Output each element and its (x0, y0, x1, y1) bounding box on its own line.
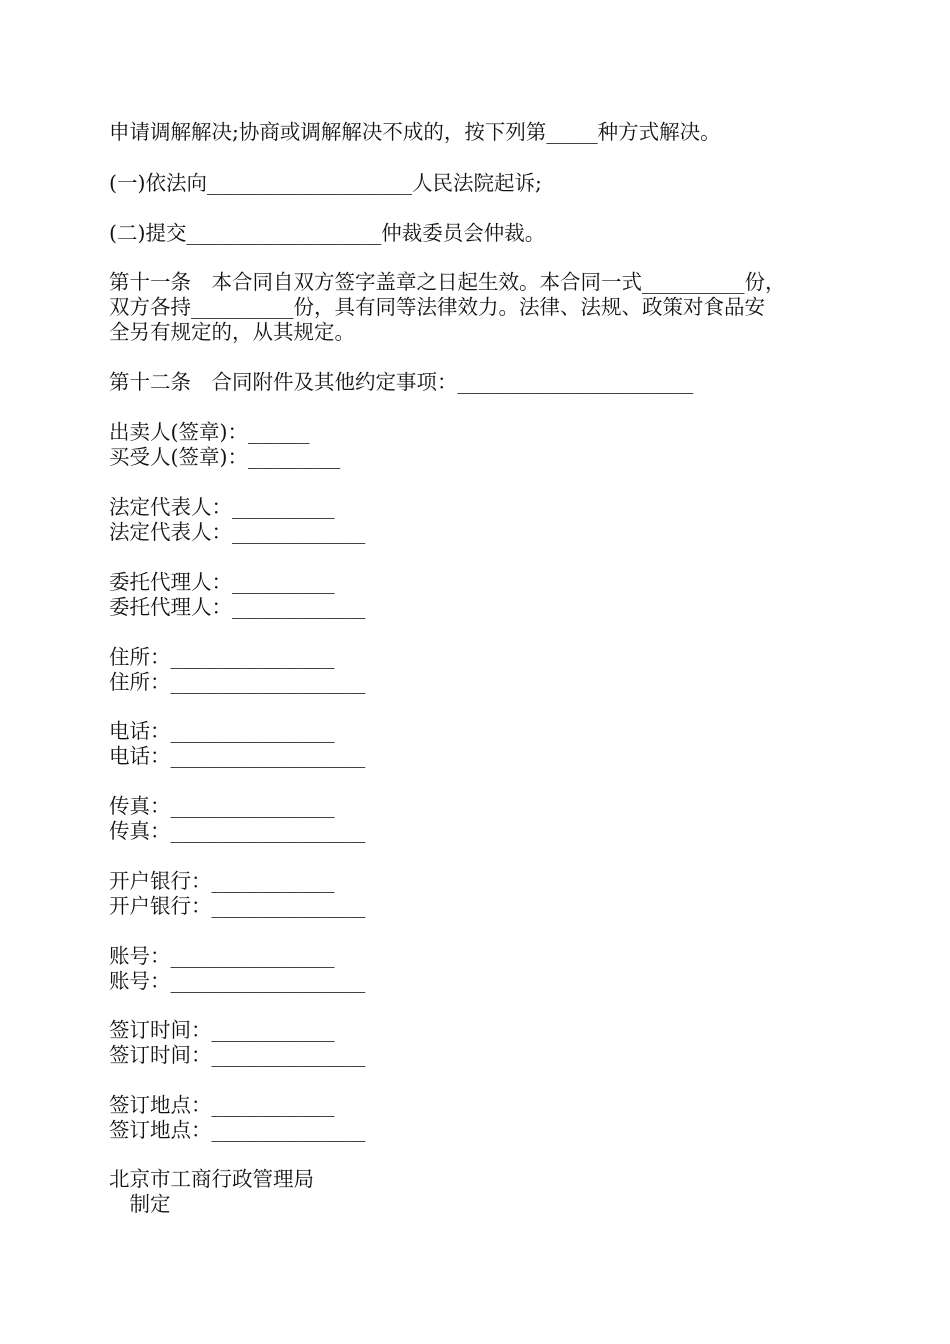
account-line-2 (109, 969, 365, 993)
text: 双方各持__________份，具有同等法律效力。法律、法规、政策对食品安 (109, 295, 765, 319)
legal-rep-line-1 (109, 495, 335, 519)
text: 第十二条 合同附件及其他约定事项：_______________________ (109, 370, 694, 394)
buyer-signature-line (109, 445, 340, 469)
text: 签订时间：____________ (109, 1018, 335, 1042)
text: 开户银行：____________ (109, 869, 335, 893)
agent-line-1 (109, 570, 335, 594)
phone-line-1 (109, 719, 335, 743)
article-11-line-3 (109, 320, 355, 344)
article-11-line-2 (109, 295, 765, 319)
address-line-1 (109, 645, 335, 669)
account-line-1 (109, 944, 335, 968)
text: 委托代理人：_____________ (109, 595, 366, 619)
bank-line-1 (109, 869, 335, 893)
option-court-line (109, 171, 542, 195)
bank-line-2 (109, 894, 365, 918)
dispute-resolution-line (109, 120, 721, 144)
text: 传真：________________ (109, 794, 335, 818)
fax-line-1 (109, 794, 335, 818)
text: 法定代表人：_____________ (109, 520, 366, 544)
text: 电话：___________________ (109, 744, 366, 768)
text: 委托代理人：__________ (109, 570, 335, 594)
issuer-line (109, 1167, 314, 1191)
issued-label-line (109, 1192, 171, 1216)
text: 账号：________________ (109, 944, 335, 968)
legal-rep-line-2 (109, 520, 365, 544)
text: 全另有规定的，从其规定。 (109, 320, 355, 344)
seller-signature-line (109, 420, 310, 444)
text: 电话：________________ (109, 719, 335, 743)
text: 开户银行：_______________ (109, 894, 366, 918)
text: 签订地点：____________ (109, 1093, 335, 1117)
text: (一)依法向____________________人民法院起诉; (109, 171, 542, 195)
text: 签订时间：_______________ (109, 1043, 366, 1067)
text: 账号：___________________ (109, 969, 366, 993)
option-arbitration-line (109, 221, 545, 245)
text: (二)提交___________________仲裁委员会仲裁。 (109, 221, 546, 245)
sign-time-line-1 (109, 1018, 335, 1042)
text: 住所：________________ (109, 645, 335, 669)
text: 买受人(签章)：_________ (109, 445, 341, 469)
sign-place-line-1 (109, 1093, 335, 1117)
text: 传真：___________________ (109, 819, 366, 843)
sign-place-line-2 (109, 1118, 365, 1142)
text: 申请调解解决;协商或调解解决不成的，按下列第_____种方式解决。 (109, 120, 721, 144)
text: 北京市工商行政管理局 (109, 1167, 314, 1191)
text: 签订地点：_______________ (109, 1118, 366, 1142)
fax-line-2 (109, 819, 365, 843)
agent-line-2 (109, 595, 365, 619)
text: 法定代表人：__________ (109, 495, 335, 519)
text: 第十一条 本合同自双方签字盖章之日起生效。本合同一式__________份， (109, 270, 786, 294)
article-12-line (109, 370, 693, 394)
article-11-line-1 (109, 270, 786, 294)
text: 住所：___________________ (109, 670, 366, 694)
text: 出卖人(签章)：______ (109, 420, 310, 444)
phone-line-2 (109, 744, 365, 768)
address-line-2 (109, 670, 365, 694)
text: 制定 (109, 1192, 171, 1216)
sign-time-line-2 (109, 1043, 365, 1067)
